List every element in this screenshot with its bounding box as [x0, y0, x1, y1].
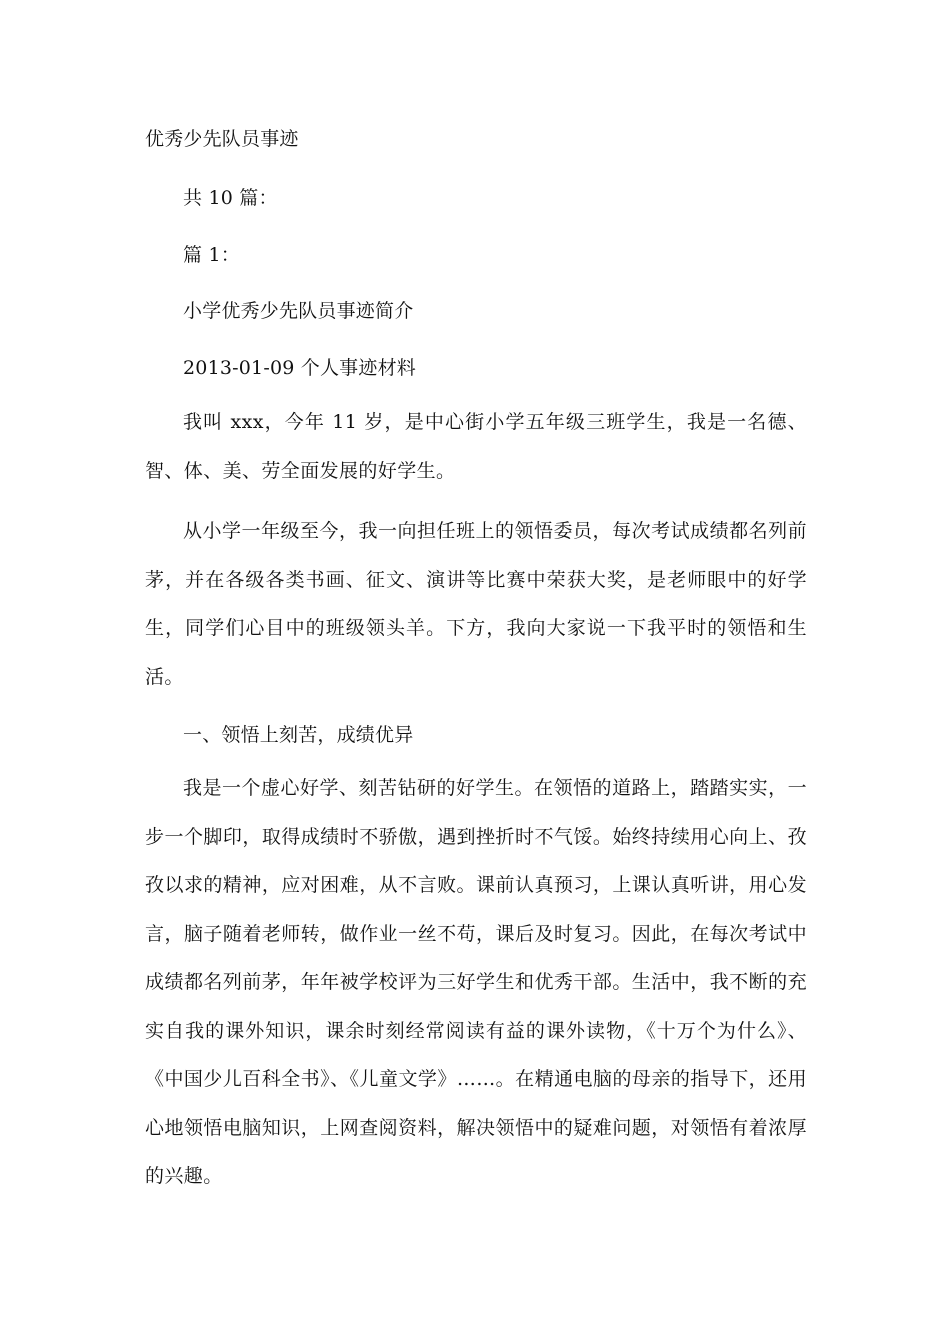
section-paragraph: 我是一个虚心好学、刻苦钻研的好学生。在领悟的道路上，踏踏实实，一步一个脚印，取得成绩时不骄傲，遇到挫折时不气馁。始终持续用心向上、孜孜以求的精神，应对困难，从不言败。课前认真预习，上课认真听讲，用心发言，脑子随着老师转，做作业一丝不苟，课后及时复习。因此，在每次考试中成绩都名列前茅，年年被学校评为三好学生和优秀干部。生活中，我不断的充实自我的课外知识，课余时刻经常阅读有益的课外读物，《十万个为什么》、《中国少儿百科全书》、《儿童文学》……。在精通电脑的母亲的指导下，还用心地领悟电脑知识，上网查阅资料，解决领悟中的疑难问题，对领悟有着浓厚的兴趣。 [145, 777, 807, 1187]
document-title: 优秀少先队员事迹 [145, 128, 299, 150]
date-line: 2013-01-09 个人事迹材料 [183, 357, 416, 379]
article-number: 篇 1： [183, 244, 240, 266]
section-heading: 一、领悟上刻苦，成绩优异 [183, 724, 414, 746]
article-count: 共 10 篇： [183, 187, 278, 209]
background-paragraph: 从小学一年级至今，我一向担任班上的领悟委员，每次考试成绩都名列前茅，并在各级各类书画、征文、演讲等比赛中荣获大奖，是老师眼中的好学生，同学们心目中的班级领头羊。下方，我向大家说一下我平时的领悟和生活。 [145, 520, 807, 688]
intro-paragraph: 我叫 xxx，今年 11 岁，是中心街小学五年级三班学生，我是一名德、智、体、美、劳全面发展的好学生。 [145, 411, 807, 482]
article-subtitle: 小学优秀少先队员事迹简介 [183, 300, 414, 322]
